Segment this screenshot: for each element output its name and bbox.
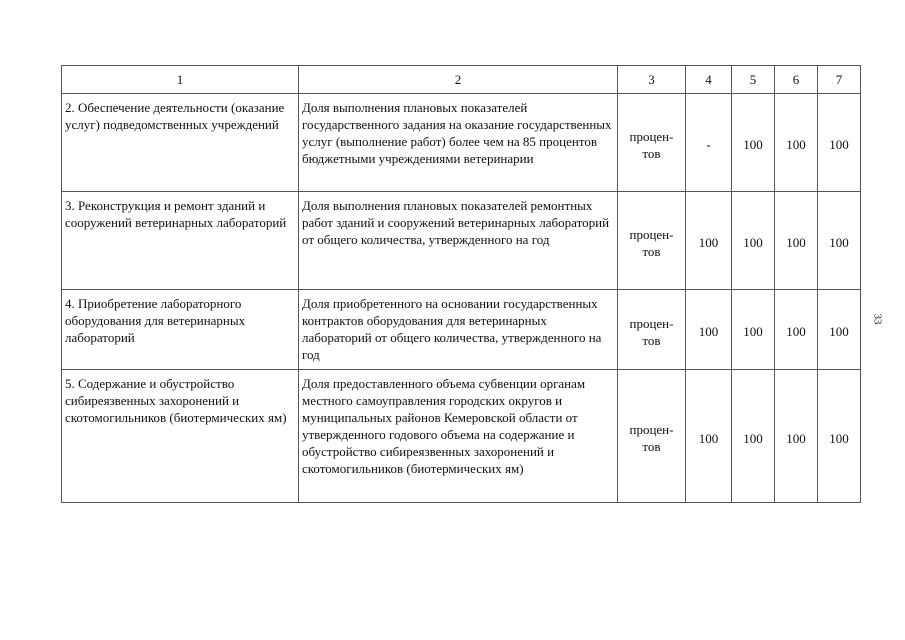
table-row — [62, 192, 861, 290]
header-cell-1: 1 — [62, 66, 299, 94]
indicator-cell: Доля выполнения плановых показателей государственного задания на оказание государственных услуг (выполнение работ) более чем на 85 процентов бюджетными учреждениями ветеринарии — [299, 94, 618, 192]
page-number: 33 — [871, 313, 884, 325]
indicators-table — [61, 65, 861, 503]
table-row — [62, 370, 861, 503]
unit-text-line2: тов — [642, 243, 661, 259]
measure-cell: 2. Обеспечение деятельности (оказание услуг) подведомственных учреждений — [62, 94, 299, 192]
unit-text-line1: процен- — [629, 128, 674, 144]
header-cell-5: 5 — [732, 66, 775, 94]
table-header-row — [62, 66, 861, 94]
measure-cell: 4. Приобретение лабораторного оборудования для ветеринарных лабораторий — [62, 290, 299, 370]
value-cell-5: 100 — [732, 94, 775, 192]
indicator-cell: Доля приобретенного на основании государственных контрактов оборудования для ветеринарных лабораторий от общего количества, утвержденного на год — [299, 290, 618, 370]
header-cell-4: 4 — [686, 66, 732, 94]
value-cell-4: 100 — [686, 370, 732, 503]
header-cell-2: 2 — [299, 66, 618, 94]
value-cell-7: 100 — [818, 192, 861, 290]
value-cell-7: 100 — [818, 290, 861, 370]
unit-text-line2: тов — [642, 439, 661, 454]
value-cell-4: 100 — [686, 290, 732, 370]
value-cell-5: 100 — [732, 370, 775, 503]
unit-text-line1: процен- — [629, 315, 674, 331]
indicator-cell: Доля выполнения плановых показателей ремонтных работ зданий и сооружений ветеринарных лабораторий от общего количества, утвержденного на год — [299, 192, 618, 290]
value-cell-4: 100 — [686, 192, 732, 290]
unit-cell — [618, 290, 686, 370]
measure-cell: 5. Содержание и обустройство сибиреязвенных захоронений и скотомогильников (биотермических ям) — [62, 370, 299, 503]
value-cell-7: 100 — [818, 370, 861, 503]
value-cell-5: 100 — [732, 290, 775, 370]
unit-cell — [618, 370, 686, 503]
header-cell-3: 3 — [618, 66, 686, 94]
unit-text-line2: тов — [642, 145, 661, 161]
header-cell-6: 6 — [775, 66, 818, 94]
value-cell-6: 100 — [775, 370, 818, 503]
value-cell-6: 100 — [775, 290, 818, 370]
unit-cell — [618, 94, 686, 192]
unit-text-line1: процен- — [629, 226, 674, 242]
value-cell-6: 100 — [775, 192, 818, 290]
indicator-cell: Доля предоставленного объема субвенции органам местного самоуправления городских округов и муниципальных районов Кемеровской области от утвержденного годового объема на содержание и обустройство сибиреязвенных захоронений и скотомогильников (биотермических ям) — [299, 370, 618, 503]
unit-text-line2: тов — [642, 332, 661, 348]
measure-cell: 3. Реконструкция и ремонт зданий и сооружений ветеринарных лабораторий — [62, 192, 299, 290]
unit-cell — [618, 192, 686, 290]
value-cell-7: 100 — [818, 94, 861, 192]
value-cell-4: - — [686, 94, 732, 192]
value-cell-6: 100 — [775, 94, 818, 192]
unit-text-line1: процен- — [629, 422, 674, 437]
table-row — [62, 290, 861, 370]
header-cell-7: 7 — [818, 66, 861, 94]
table-row — [62, 94, 861, 192]
value-cell-5: 100 — [732, 192, 775, 290]
